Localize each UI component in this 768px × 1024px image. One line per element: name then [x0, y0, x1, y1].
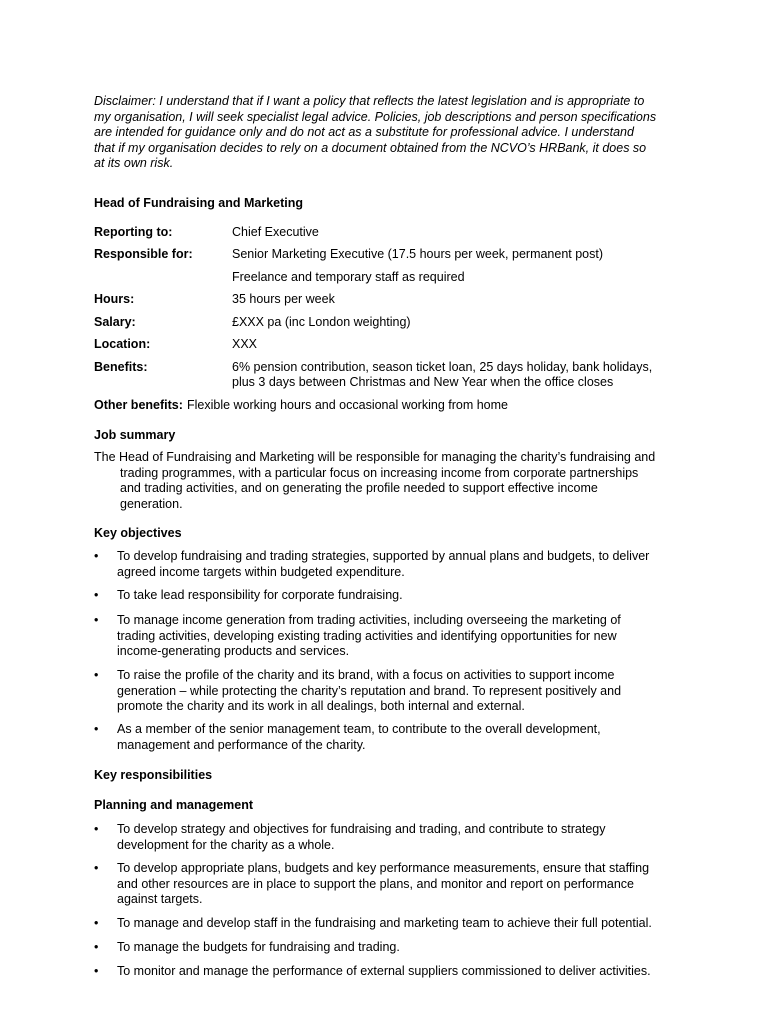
summary-line: and trading activities, and on generating the profile needed to support effective income [120, 481, 598, 495]
list-item-text: To manage income generation from trading activities, including overseeing the marketing of [117, 613, 621, 627]
job-summary-text [94, 450, 694, 512]
list-item-text: management and performance of the charity. [117, 737, 366, 752]
list-item-text: development for the charity as a whole. [117, 837, 335, 852]
other-benefits-label: Other benefits: [94, 398, 183, 412]
summary-line: The Head of Fundraising and Marketing will be responsible for managing the charity’s fundraising and [94, 450, 656, 464]
disclaimer-line: that if my organisation decides to rely on a document obtained from the NCVO’s HRBank, it does so [94, 140, 647, 155]
list-item-text: To develop fundraising and trading strategies, supported by annual plans and budgets, to deliver [117, 549, 650, 563]
location-label: Location: [94, 337, 151, 351]
reporting-value: Chief Executive [232, 225, 319, 239]
bullet-icon: • [94, 822, 99, 836]
list-item-text: generation – while protecting the charity’s reputation and brand. To represent positively and [117, 683, 622, 698]
bullet-icon: • [94, 549, 99, 563]
list-item-text: trading activities, developing existing trading activities and identifying opportunities for new [117, 628, 617, 643]
list-item-text: and other resources are in place to support the plans, and monitor and report on performance [117, 876, 634, 891]
responsible-label: Responsible for: [94, 247, 193, 261]
list-item-text: To manage and develop staff in the fundraising and marketing team to achieve their full potential. [117, 916, 652, 930]
list-item-text: To develop appropriate plans, budgets and key performance measurements, ensure that staffing [117, 861, 650, 875]
planning-management-subheading: Planning and management [94, 798, 254, 812]
disclaimer-line: Disclaimer: I understand that if I want a policy that reflects the latest legislation and is appropriate to [94, 94, 645, 108]
benefits-value: 6% pension contribution, season ticket loan, 25 days holiday, bank holidays, [232, 360, 653, 374]
disclaimer-line: my organisation, I will seek specialist legal advice. Policies, job descriptions and person specifications [94, 109, 657, 124]
list-item-text: agreed income targets within budgeted expenditure. [117, 564, 405, 579]
disclaimer-line: are intended for guidance only and do not act as a substitute for professional advice. I understand [94, 125, 634, 139]
list-item-text: To raise the profile of the charity and its brand, with a focus on activities to support income [117, 668, 615, 682]
bullet-icon: • [94, 588, 99, 602]
responsible-value: Senior Marketing Executive (17.5 hours per week, permanent post) [232, 247, 604, 261]
bullet-icon: • [94, 722, 99, 736]
disclaimer-line: at its own risk. [94, 156, 174, 170]
list-item-text: As a member of the senior management team, to contribute to the overall development, [117, 722, 601, 736]
bullet-icon: • [94, 916, 99, 930]
list-item-text: To develop strategy and objectives for fundraising and trading, and contribute to strategy [117, 822, 606, 836]
hours-value: 35 hours per week [232, 292, 335, 306]
bullet-icon: • [94, 668, 99, 682]
list-item-text: To manage the budgets for fundraising and trading. [117, 940, 400, 954]
list-item-text: against targets. [117, 892, 203, 906]
summary-line: trading programmes, with a particular focus on increasing income from corporate partnerships [120, 465, 639, 480]
list-item-text: promote the charity and its work in all dealings, both internal and external. [117, 699, 525, 713]
responsible-value: Freelance and temporary staff as required [232, 270, 465, 284]
list-item-text: To take lead responsibility for corporate fundraising. [117, 588, 403, 602]
hours-label: Hours: [94, 292, 135, 306]
disclaimer [94, 94, 684, 172]
salary-value: £XXX pa (inc London weighting) [232, 315, 411, 329]
bullet-icon: • [94, 861, 99, 875]
job-summary-heading: Job summary [94, 428, 176, 442]
other-benefits-value: Flexible working hours and occasional working from home [187, 398, 508, 412]
benefits-label: Benefits: [94, 360, 148, 374]
job-title: Head of Fundraising and Marketing [94, 196, 304, 210]
bullet-icon: • [94, 964, 99, 978]
list-item-text: income-generating products and services. [117, 644, 350, 658]
key-responsibilities-heading: Key responsibilities [94, 768, 213, 782]
reporting-label: Reporting to: [94, 225, 173, 239]
key-objectives-heading: Key objectives [94, 526, 182, 540]
salary-label: Salary: [94, 315, 136, 329]
list-item-text: To monitor and manage the performance of external suppliers commissioned to deliver activities. [117, 964, 651, 978]
benefits-value: plus 3 days between Christmas and New Year when the office closes [232, 375, 614, 389]
bullet-icon: • [94, 613, 99, 627]
bullet-icon: • [94, 940, 99, 954]
location-value: XXX [232, 337, 258, 351]
summary-line: generation. [120, 496, 183, 511]
